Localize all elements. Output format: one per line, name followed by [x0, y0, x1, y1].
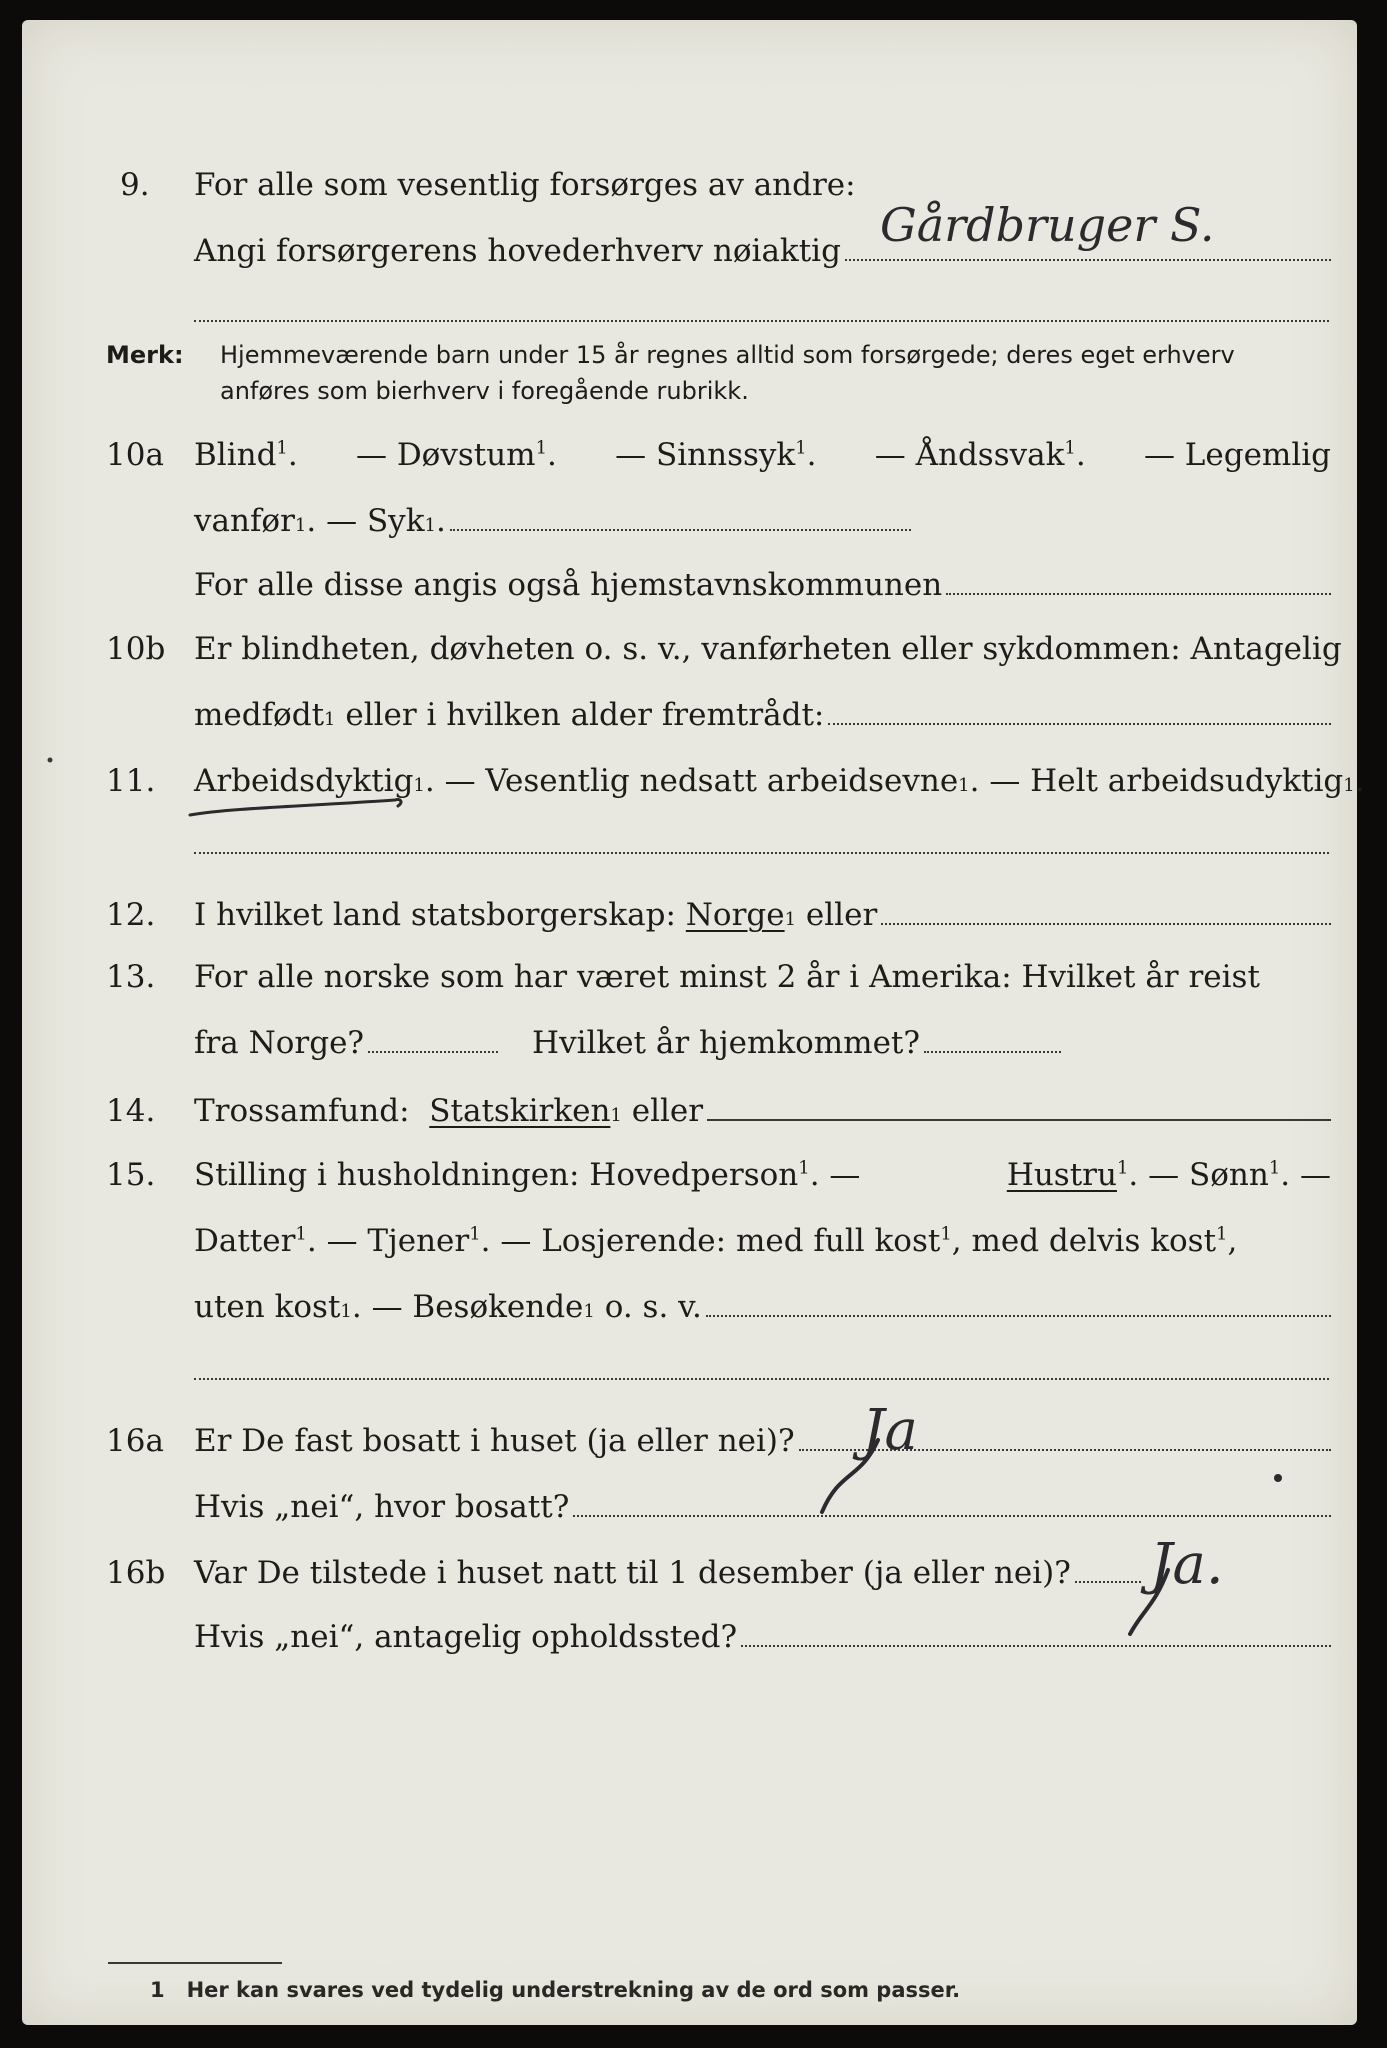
q11-line1: 11. Arbeidsdyktig 1 . — Vesentlig nedsatt arbeidsevne 1 . — Helt arbeidsudyktig 1 .: [106, 758, 1331, 804]
footnote: [150, 1978, 960, 2002]
q11-arbeidsdyktig[interactable]: Arbeidsdyktig: [194, 763, 414, 799]
q12-number: 12.: [106, 897, 156, 933]
q9-number: 9.: [120, 167, 150, 203]
q10b-medfodt[interactable]: medfødt: [194, 697, 325, 733]
q10a-sinnssyk[interactable]: — Sinnssyk: [615, 437, 796, 473]
q15-number: 15.: [106, 1157, 156, 1193]
q15-line3: uten kost 1 . — Besøkende 1 o. s. v.: [106, 1284, 1331, 1330]
q15-delvis-kost[interactable]: , med delvis kost: [951, 1223, 1217, 1259]
q16b-prompt: Hvis „nei“, antagelig opholdssted?: [194, 1619, 738, 1655]
q10a-line1: 10a Blind$^1$. — Døvstum$^1$. — Sinnssyk$^1$. — Åndssvak$^1$. — Legemlig: [106, 432, 1331, 478]
q15-sonn[interactable]: . — Sønn: [1128, 1157, 1269, 1193]
q10a-dovstum[interactable]: — Døvstum: [355, 437, 536, 473]
q10b-alder-prompt: eller i hvilken alder fremtrådt:: [345, 697, 825, 733]
q16b-number: 16b: [106, 1555, 166, 1591]
q12-prompt: I hvilket land statsborgerskap:: [194, 897, 676, 933]
q10a-number: 10a: [106, 437, 164, 473]
q15-besokende[interactable]: . — Besøkende: [351, 1289, 584, 1325]
q12-eller: eller: [805, 897, 878, 933]
q13-reist-prompt: fra Norge?: [194, 1025, 365, 1061]
q11-nedsatt[interactable]: . — Vesentlig nedsatt arbeidsevne: [424, 763, 959, 799]
q12-norge[interactable]: Norge: [685, 897, 785, 933]
q13-question: For alle norske som har været minst 2 år i Amerika: Hvilket år reist: [194, 959, 1260, 995]
q14-statskirken[interactable]: Statskirken: [429, 1093, 611, 1129]
q10b-line2: medfødt 1 eller i hvilken alder fremtrådt:: [106, 692, 1331, 738]
footnote-mark: 1: [150, 1978, 165, 2002]
q15-full-kost[interactable]: . — Losjerende: med full kost: [480, 1223, 941, 1259]
ink-dot: [1274, 1474, 1282, 1482]
q16a-ja-stroke: [822, 1440, 878, 1512]
q10b-number: 10b: [106, 631, 166, 667]
footnote-text: Her kan svares ved tydelig understrekning av de ord som passer.: [186, 1978, 961, 2002]
q16b-question: Var De tilstede i huset natt til 1 desember (ja eller nei)?: [194, 1555, 1071, 1591]
q10b-question: Er blindheten, døvheten o. s. v., vanførheten eller sykdommen: Antagelig: [194, 631, 1342, 667]
q16a-question: Er De fast bosatt i huset (ja eller nei)?: [194, 1423, 795, 1459]
q16a-number: 16a: [106, 1423, 164, 1459]
q16a-handwritten-answer: Ja: [862, 1398, 918, 1463]
q16b-handwritten-answer: Ja.: [1150, 1532, 1224, 1597]
q12-line1: 12. I hvilket land statsborgerskap: Norge 1 eller: [106, 892, 1331, 938]
q10a-syk[interactable]: — Syk: [326, 503, 425, 539]
q16a-prompt: Hvis „nei“, hvor bosatt?: [194, 1489, 570, 1525]
q11-udyktig[interactable]: . — Helt arbeidsudyktig: [969, 763, 1344, 799]
q11-number: 11.: [106, 763, 156, 799]
q14-eller: eller: [631, 1093, 704, 1129]
q16b-ja-stroke: [1130, 1570, 1168, 1634]
merk-line1: Hjemmeværende barn under 15 år regnes alltid som forsørgede; deres eget erhverv: [220, 341, 1235, 369]
q10a-legemlig[interactable]: — Legemlig: [1143, 437, 1331, 473]
q14-prompt: Trossamfund:: [194, 1093, 410, 1129]
q13-number: 13.: [106, 959, 156, 995]
q9-prompt: Angi forsørgerens hovederhverv nøiaktig: [194, 233, 841, 269]
merk-line2: anføres som bierhverv i foregående rubrikk.: [220, 377, 749, 405]
q14-number: 14.: [106, 1093, 156, 1129]
q15-hustru[interactable]: Hustru: [1006, 1157, 1117, 1193]
q15-line2: Datter$^1$. — Tjener$^1$. — Losjerende: med full kost$^1$, med delvis kost$^1$,: [194, 1223, 1238, 1259]
q10a-line2: vanfør 1 . — Syk 1 .: [106, 498, 1331, 544]
q13-hjemkommet-prompt: Hvilket år hjemkommet?: [532, 1025, 921, 1061]
paper-mark: [48, 758, 53, 763]
q15-uten-kost[interactable]: uten kost: [194, 1289, 341, 1325]
q9-handwritten-answer: Gårdbruger S.: [880, 198, 1215, 252]
q14-line1: 14. Trossamfund: Statskirken 1 eller: [106, 1088, 1331, 1134]
q15-hovedperson[interactable]: Stilling i husholdningen: Hovedperson: [194, 1157, 799, 1193]
arbeidsdyktig-underline-stroke: [190, 799, 401, 815]
q15-tjener[interactable]: . — Tjener: [306, 1223, 470, 1259]
footnote-rule: [108, 1962, 282, 1964]
q15-datter[interactable]: Datter: [194, 1223, 296, 1259]
q10a-vanfor[interactable]: vanfør: [194, 503, 295, 539]
q10a-blind[interactable]: Blind: [194, 437, 277, 473]
merk-label: Merk:: [106, 341, 184, 369]
q10a-hjemstavn-prompt: For alle disse angis også hjemstavnskommunen: [194, 567, 943, 603]
q10a-andssvak[interactable]: — Åndssvak: [874, 437, 1065, 473]
q15-line1: 15. Stilling i husholdningen: Hovedperson$^1$. — Hustru$^1$. — Sønn$^1$. —: [106, 1152, 1331, 1198]
q9-question: For alle som vesentlig forsørges av andre:: [194, 167, 856, 203]
